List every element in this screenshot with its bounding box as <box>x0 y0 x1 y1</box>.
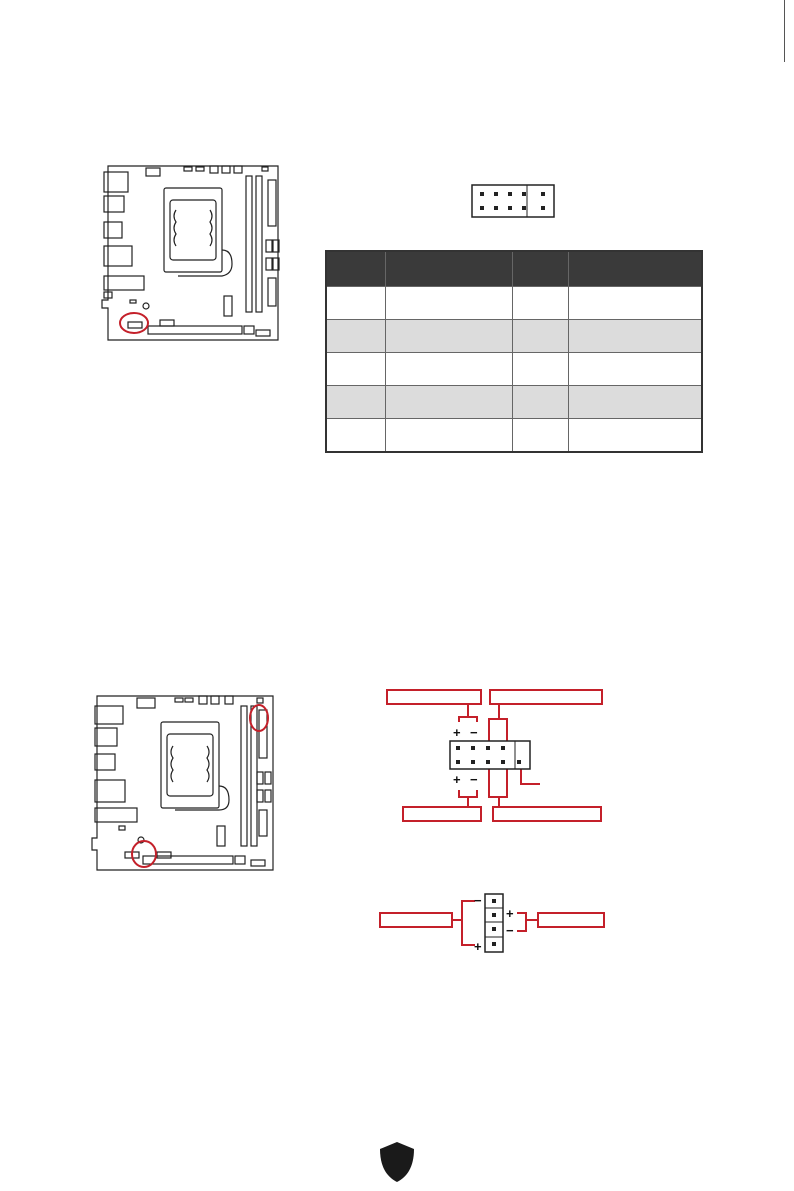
callout-line <box>488 718 508 720</box>
plus-sign: + <box>453 772 461 787</box>
callout-line <box>461 900 463 946</box>
crop-mark <box>784 0 785 62</box>
callout-side-left <box>379 912 453 928</box>
table-cell <box>569 287 703 320</box>
table-cell <box>386 320 513 353</box>
table-cell <box>513 353 569 386</box>
callout-line <box>461 900 475 902</box>
table-header-cell <box>569 251 703 287</box>
table-header-row <box>326 251 702 287</box>
callout-line <box>467 796 469 807</box>
table-row <box>326 353 702 386</box>
callout-line <box>458 716 478 718</box>
table-cell <box>386 419 513 453</box>
table-row <box>326 287 702 320</box>
callout-bottom-right <box>492 806 602 822</box>
callout-side-right <box>537 912 605 928</box>
pin-header-2x5 <box>471 184 555 218</box>
callout-line <box>517 912 526 914</box>
table-cell <box>326 419 386 453</box>
motherboard-diagram-bottom <box>91 690 277 874</box>
callout-line <box>476 716 478 722</box>
callout-line <box>520 768 522 784</box>
table-cell <box>326 353 386 386</box>
table-row <box>326 320 702 353</box>
callout-line <box>526 919 538 921</box>
callout-line <box>525 912 527 932</box>
callout-line <box>498 705 500 719</box>
table-cell <box>513 320 569 353</box>
minus-sign: − <box>470 772 478 787</box>
minus-sign: − <box>474 893 482 908</box>
table-row <box>326 386 702 419</box>
side-header-1x4 <box>484 893 504 953</box>
table-cell <box>513 419 569 453</box>
front-panel-header <box>449 740 531 770</box>
motherboard-diagram-top <box>100 160 282 344</box>
table-cell <box>326 287 386 320</box>
table-cell <box>569 386 703 419</box>
callout-line <box>520 783 540 785</box>
minus-sign: − <box>506 923 514 938</box>
table-header-cell <box>513 251 569 287</box>
shield-logo-icon <box>379 1141 415 1183</box>
callout-top-left <box>386 689 482 705</box>
plus-sign: + <box>453 725 461 740</box>
table-cell <box>326 320 386 353</box>
table-cell <box>386 353 513 386</box>
callout-bottom-left <box>402 806 482 822</box>
table-row <box>326 419 702 453</box>
callout-line <box>498 796 500 807</box>
plus-sign: + <box>506 906 514 921</box>
callout-line <box>517 930 526 932</box>
table-cell <box>513 386 569 419</box>
callout-line <box>458 716 460 722</box>
table-cell <box>513 287 569 320</box>
callout-line <box>461 944 475 946</box>
table-cell <box>386 287 513 320</box>
table-cell <box>326 386 386 419</box>
table-cell <box>569 419 703 453</box>
pin-definition-table <box>325 250 703 453</box>
table-header-cell <box>386 251 513 287</box>
minus-sign: − <box>470 725 478 740</box>
table-cell <box>386 386 513 419</box>
callout-top-right <box>489 689 603 705</box>
table-cell <box>569 320 703 353</box>
plus-sign: + <box>474 939 482 954</box>
highlight-circle-top <box>120 313 148 333</box>
highlight-circle-bottom <box>132 841 156 867</box>
table-header-cell <box>326 251 386 287</box>
table-cell <box>569 353 703 386</box>
